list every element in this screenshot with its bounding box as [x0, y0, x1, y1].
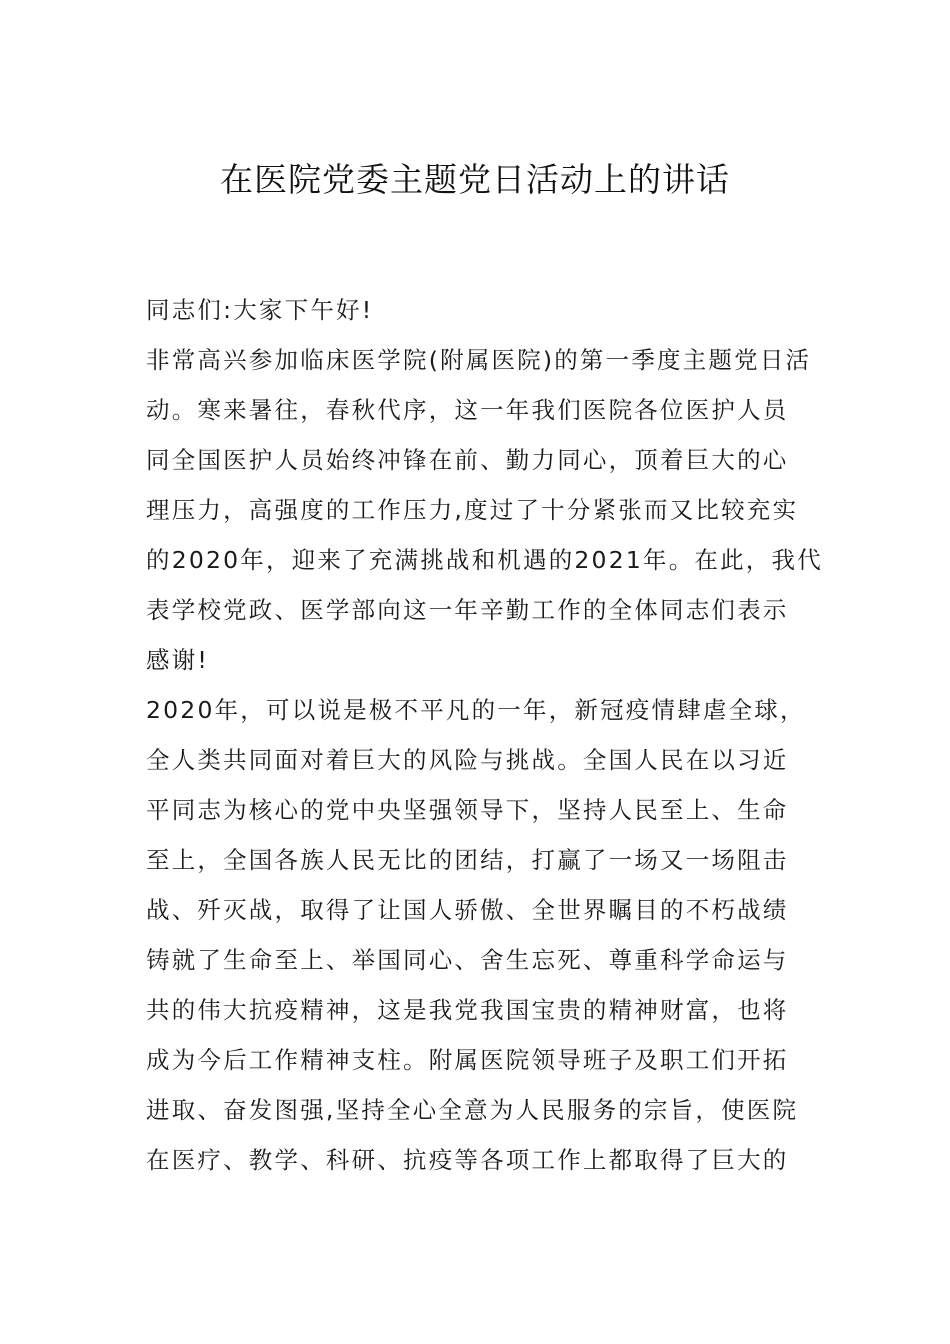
text-line: 同全国医护人员始终冲锋在前、勤力同心，顶着巨大的心 [146, 446, 789, 474]
text-line: 感谢! [146, 646, 210, 674]
document-body [146, 285, 823, 1185]
text-line: 同志们:大家下午好! [146, 296, 374, 324]
text-line: 非常高兴参加临床医学院(附属医院)的第一季度主题党日活 [146, 346, 812, 374]
text-line: 理压力，高强度的工作压力,度过了十分紧张而又比较充实 [146, 496, 799, 524]
text-line: 全人类共同面对着巨大的风险与挑战。全国人民在以习近 [146, 746, 789, 774]
text-line: 表学校党政、医学部向这一年辛勤工作的全体同志们表示 [146, 596, 789, 624]
document-title: 在医院党委主题党日活动上的讲话 [220, 160, 730, 199]
text-line: 2020年，可以说是极不平凡的一年，新冠疫情肆虐全球， [146, 696, 806, 724]
text-line: 进取、奋发图强,坚持全心全意为人民服务的宗旨，使医院 [146, 1096, 799, 1124]
text-line: 在医疗、教学、科研、抗疫等各项工作上都取得了巨大的 [146, 1146, 789, 1174]
text-line: 成为今后工作精神支柱。附属医院领导班子及职工们开拓 [146, 1046, 789, 1074]
text-line: 的2020年，迎来了充满挑战和机遇的2021年。在此，我代 [146, 546, 823, 574]
text-line: 战、歼灭战，取得了让国人骄傲、全世界瞩目的不朽战绩 [146, 896, 789, 924]
text-line: 至上，全国各族人民无比的团结，打赢了一场又一场阻击 [146, 846, 789, 874]
text-line: 平同志为核心的党中央坚强领导下，坚持人民至上、生命 [146, 796, 789, 824]
text-line: 铸就了生命至上、举国同心、舍生忘死、尊重科学命运与 [146, 946, 789, 974]
text-line: 共的伟大抗疫精神，这是我党我国宝贵的精神财富，也将 [146, 996, 789, 1024]
text-line: 动。寒来暑往，春秋代序，这一年我们医院各位医护人员 [146, 396, 789, 424]
